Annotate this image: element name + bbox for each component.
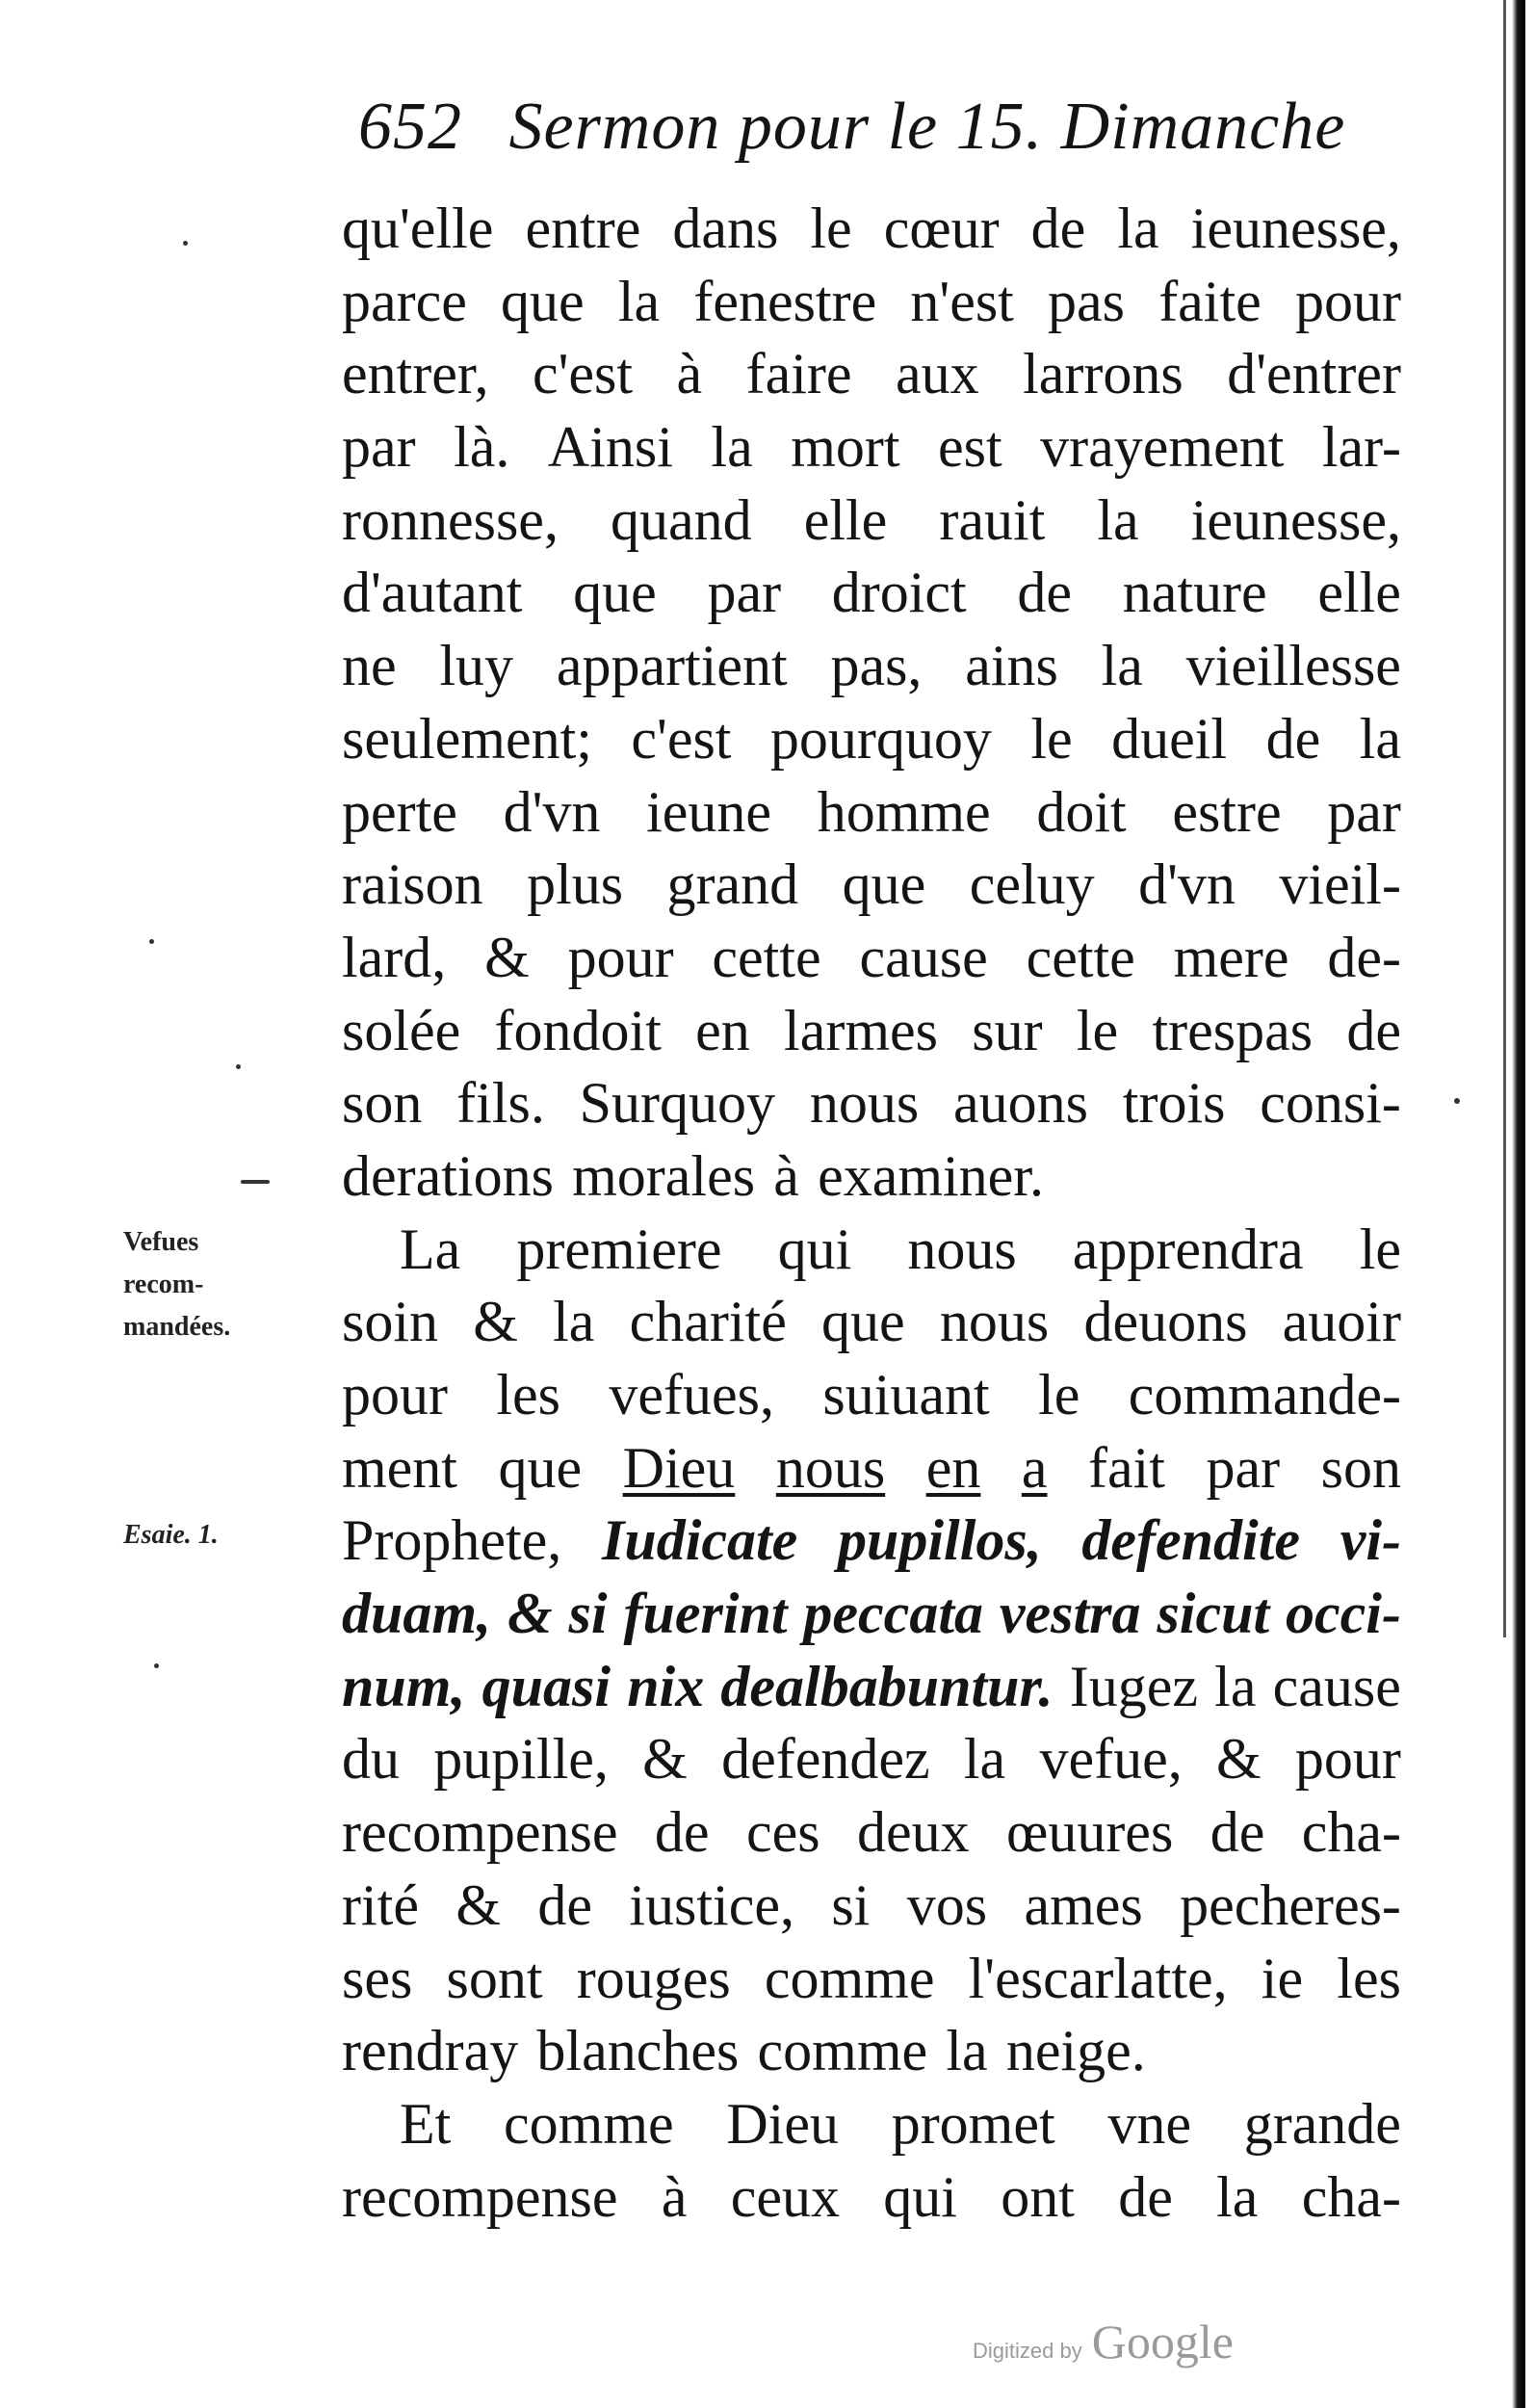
text-line [342,703,1401,776]
word: c'est [532,342,634,406]
word: a [1021,1435,1048,1500]
word: apprendra [1072,1217,1304,1281]
word: auoir [1282,1290,1401,1354]
word: deuons [1083,1290,1248,1354]
word: son [342,1071,423,1136]
word: du [342,1727,400,1792]
word: sont [446,1946,543,2010]
word: vi- [1340,1508,1401,1573]
word: le [1359,1217,1401,1281]
word: grand [666,852,799,917]
word: duam, [342,1582,492,1646]
word: pour [342,1363,448,1426]
word: commande- [1128,1363,1401,1426]
word: pour [1294,269,1401,333]
word: suiuant [822,1363,990,1426]
word: la [963,1727,1006,1792]
word: Et [400,2091,452,2156]
word: faite [1158,269,1262,333]
word: qu'elle [342,196,494,260]
word: les [496,1363,561,1426]
word: dans [672,196,779,260]
word: Ainsi [547,415,673,480]
text-line [342,1796,1401,1870]
word: & [507,1582,553,1646]
word: fait [1088,1435,1165,1500]
text-line [342,266,1401,339]
word: la [617,269,661,333]
running-header [358,89,1398,175]
word: charité [629,1290,787,1354]
word: fuerint [623,1582,788,1646]
word: à [676,342,703,406]
word: nous [775,1435,886,1500]
word: blanches [536,2019,740,2083]
margin-note-esaie: Esaie. 1. [123,1520,219,1550]
word: que [501,269,585,333]
text-line [342,557,1401,630]
word: la [553,1290,595,1354]
word: ne [342,634,397,698]
word: d'vn [1138,852,1236,917]
sermon-text [342,193,1401,2234]
word: defendite [1081,1508,1300,1573]
word: droict [831,561,967,625]
word: ment [342,1435,457,1500]
word: pourquoy [769,706,992,771]
word: Iudicate [601,1508,798,1573]
ink-speck [183,241,188,246]
word: quand [611,487,752,552]
word: raison [342,852,483,917]
word: de [537,1872,592,1937]
margin-note-line: recom- [123,1269,204,1299]
word: vefues, [609,1363,774,1426]
word: rité [342,1872,419,1937]
text-line [342,922,1401,995]
word: vne [1107,2091,1191,2156]
word: est [938,415,1002,480]
word: fondoit [494,998,662,1062]
word: Iugez [1069,1654,1198,1718]
text-line [342,193,1401,266]
word: pas [1048,269,1126,333]
word: seulement; [342,706,592,771]
word: ses [342,1946,413,2010]
word: sicut [1157,1582,1270,1646]
word: de [1017,561,1073,625]
word: entre [525,196,641,260]
word: Prophete, [342,1508,562,1573]
word: soin [342,1290,439,1354]
word: & [1215,1727,1262,1792]
word: pour [1294,1727,1401,1792]
word: le [1038,1363,1080,1426]
word: perte [342,779,457,844]
word: rouges [576,1946,731,2010]
text-line [342,1214,1401,1287]
word: auons [953,1071,1088,1136]
word: n'est [910,269,1014,333]
word: appartient [556,634,788,698]
word: la [711,415,753,480]
text-line [342,1286,1401,1359]
margin-note-vefues [123,1221,230,1348]
word: par [707,561,782,625]
word: elle [1317,561,1401,625]
word: larmes [784,998,938,1062]
text-line [342,849,1401,922]
word: la [1097,487,1139,552]
word: peccata [803,1582,983,1646]
text-line [342,776,1401,850]
word: cœur [883,196,1000,260]
word: pupillos, [837,1508,1042,1573]
word: là. [454,415,510,480]
word: entrer, [342,342,489,406]
word: homme [817,779,991,844]
word: comme [504,2091,674,2156]
word: en [695,998,750,1062]
text-line [342,2088,1401,2161]
word: mort [791,415,900,480]
word: de- [1327,925,1401,989]
word: derations [342,1143,554,1208]
word: son [1320,1435,1401,1500]
word: fenestre [693,269,877,333]
word: de [1118,2164,1173,2229]
word: ieunesse, [1190,487,1401,552]
word: trois [1122,1071,1226,1136]
word: que [498,1435,583,1500]
word: neige. [1005,2019,1146,2083]
word: que [821,1290,905,1354]
word: ont [1001,2164,1075,2229]
word: nous [809,1071,920,1136]
word: vieillesse [1185,634,1401,698]
text-line [342,338,1401,411]
word: Dieu [622,1435,736,1500]
word: trespas [1152,998,1314,1062]
word: ronnesse, [342,487,559,552]
word: quasi [481,1654,611,1718]
word: d'vn [503,779,601,844]
word: par [1327,779,1401,844]
word: luy [439,634,514,698]
word: ames [1024,1872,1143,1937]
word: qui [777,1217,852,1281]
word: doit [1036,779,1127,844]
word: le [1030,706,1073,771]
text-line [342,1432,1401,1505]
word: estre [1172,779,1282,844]
word: mere [1173,925,1289,989]
ink-speck [149,939,154,944]
word: les [1337,1946,1401,2010]
word: comme [757,2019,928,2083]
margin-note-line: Vefues [123,1227,199,1257]
running-title: Sermon pour le 15. Dimanche [508,90,1346,164]
word: dueil [1111,706,1228,771]
word: recompense [342,1800,618,1865]
word: vos [906,1872,988,1937]
ink-speck [241,1180,270,1184]
word: num, [342,1654,466,1718]
word: la [1101,634,1143,698]
word: pas, [830,634,923,698]
text-line [342,995,1401,1068]
word: Dieu [726,2091,839,2156]
word: La [400,1217,461,1281]
digitized-label: Digitized by [973,2339,1082,2363]
word: cha- [1301,2164,1401,2229]
text-line [342,2015,1401,2088]
word: que [573,561,657,625]
word: & [642,1727,688,1792]
text-line [342,1359,1401,1432]
word: aux [896,342,979,406]
margin-note-line: mandées. [123,1312,231,1342]
word: que [842,852,926,917]
word: l'escarlatte, [968,1946,1228,2010]
word: d'entrer [1227,342,1401,406]
word: larrons [1023,342,1184,406]
word: rauit [939,487,1046,552]
word: fils. [456,1071,545,1136]
word: vrayement [1040,415,1285,480]
word: ces [745,1800,820,1865]
word: faire [745,342,852,406]
ink-speck [154,1663,159,1668]
word: grande [1243,2091,1401,2156]
ink-speck [236,1064,241,1069]
page-number: 652 [358,90,462,164]
text-line [342,1651,1401,1724]
word: cette [1026,925,1135,989]
word: de [1346,998,1401,1062]
word: recompense [342,2164,618,2229]
word: par [342,415,416,480]
text-line [342,1943,1401,2016]
word: le [1076,998,1119,1062]
word: iustice, [629,1872,794,1937]
text-line [342,630,1401,703]
text-line [342,1723,1401,1796]
word: en [925,1435,981,1500]
word: rendray [342,2019,519,2083]
word: de [1030,196,1086,260]
text-line [342,411,1401,484]
word: cause [859,925,988,989]
word: par [1206,1435,1281,1500]
word: elle [803,487,888,552]
word: la [1214,1654,1257,1718]
word: nous [939,1290,1050,1354]
digitized-by-google [973,2314,1300,2371]
word: sur [972,998,1043,1062]
page-gutter-shadow [1512,0,1525,2408]
word: c'est [631,706,732,771]
word: vefue, [1039,1727,1183,1792]
word: vieil- [1279,852,1401,917]
word: deux [856,1800,970,1865]
google-logo: Google [1091,2315,1234,2369]
word: la [946,2019,988,2083]
word: Surquoy [579,1071,776,1136]
word: ie [1261,1946,1304,2010]
word: solée [342,998,461,1062]
word: defendez [721,1727,930,1792]
word: nous [907,1217,1017,1281]
word: qui [883,2164,957,2229]
word: & [455,1872,501,1937]
word: morales [572,1143,756,1208]
word: premiere [516,1217,722,1281]
word: ieunesse, [1190,196,1401,260]
word: & [484,925,530,989]
word: œuures [1006,1800,1174,1865]
word: celuy [969,852,1095,917]
word: la [1216,2164,1259,2229]
word: lar- [1321,415,1401,480]
word: ieune [646,779,772,844]
word: nix [627,1654,705,1718]
word: parce [342,269,467,333]
word: dealbabuntur. [720,1654,1054,1718]
word: le [810,196,852,260]
word: ains [965,634,1058,698]
word: la [1359,706,1401,771]
word: pupille, [433,1727,609,1792]
text-line [342,2161,1401,2235]
text-line [342,1870,1401,1943]
word: occi- [1286,1582,1401,1646]
page-gutter-line [1503,0,1506,1637]
word: la [1117,196,1159,260]
ink-speck [1454,1098,1460,1104]
text-line [342,1578,1401,1651]
word: à [773,1143,799,1208]
word: comme [764,1946,935,2010]
word: promet [891,2091,1055,2156]
word: lard, [342,925,447,989]
word: pecheres- [1180,1872,1401,1937]
word: vestra [999,1582,1141,1646]
word: de [1210,1800,1265,1865]
word: ceux [730,2164,840,2229]
word: d'autant [342,561,523,625]
word: plus [527,852,624,917]
word: & [473,1290,518,1354]
word: à [661,2164,688,2229]
text-line [342,1067,1401,1140]
word: si [831,1872,871,1937]
word: pour [567,925,674,989]
word: cause [1272,1654,1401,1718]
word: cha- [1301,1800,1401,1865]
word: consi- [1260,1071,1401,1136]
text-line [342,484,1401,558]
text-line [342,1505,1401,1578]
word: examiner. [818,1143,1044,1208]
word: si [568,1582,608,1646]
word: de [1265,706,1321,771]
word: de [654,1800,710,1865]
word: cette [712,925,821,989]
text-line [342,1140,1401,1214]
word: nature [1122,561,1267,625]
